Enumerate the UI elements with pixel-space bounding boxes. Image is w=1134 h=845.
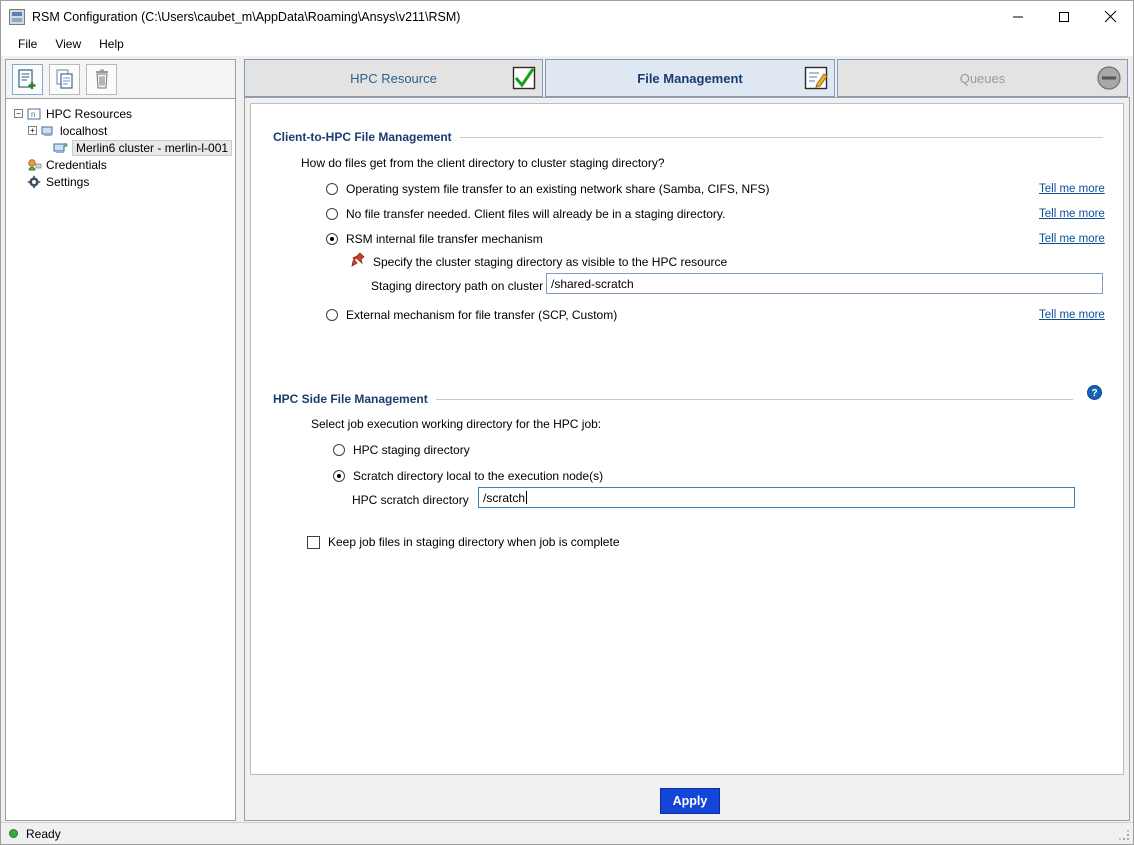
menu-view[interactable]: View	[55, 36, 82, 51]
status-bar	[1, 822, 1133, 844]
maximize-button[interactable]	[1041, 1, 1087, 32]
expander-none-icon	[40, 143, 49, 152]
client-question: How do files get from the client directory to cluster staging directory?	[301, 156, 665, 170]
staging-note	[351, 252, 727, 271]
tab-label: File Management	[637, 70, 743, 86]
client-to-hpc-section-header	[273, 130, 1103, 144]
keep-job-files-checkbox-row[interactable]	[307, 535, 620, 549]
staging-directory-value: /shared-scratch	[551, 276, 634, 291]
tree-node-label: HPC Resources	[46, 106, 133, 121]
rsm-icon	[9, 9, 25, 25]
svg-text:n: n	[31, 109, 36, 119]
help-icon[interactable]	[1087, 385, 1102, 403]
cluster-icon	[53, 141, 68, 155]
menu-help[interactable]: Help	[99, 36, 124, 51]
pushpin-icon	[351, 252, 365, 271]
tree-node-settings[interactable]	[10, 173, 231, 190]
delete-hpc-resource-button[interactable]	[86, 64, 117, 95]
add-hpc-resource-button[interactable]	[12, 64, 43, 95]
tree-node-label: Settings	[46, 174, 90, 189]
green-check-icon	[512, 66, 536, 90]
file-management-content	[250, 103, 1124, 775]
left-panel	[5, 59, 236, 821]
status-text: Ready	[26, 826, 61, 841]
hpc-resources-tree[interactable]	[5, 99, 236, 821]
radio-label: Scratch directory local to the execution node(s)	[353, 469, 604, 483]
tree-node-credentials[interactable]	[10, 156, 231, 173]
radio-os-file-transfer[interactable]	[326, 182, 770, 196]
menu-file[interactable]: File	[18, 36, 38, 51]
configuration-panel	[244, 59, 1130, 821]
radio-external-mechanism[interactable]	[326, 308, 617, 322]
tree-toolbar	[5, 59, 236, 99]
text-caret	[526, 491, 527, 504]
tell-me-more-link-2[interactable]: Tell me more	[1039, 208, 1105, 220]
staging-note-text: Specify the cluster staging directory as visible to the HPC resource	[373, 254, 728, 269]
copy-hpc-resource-button[interactable]	[49, 64, 80, 95]
panel-body	[244, 97, 1130, 821]
section-title: HPC Side File Management	[273, 392, 428, 406]
expander-plus-icon[interactable]: +	[28, 126, 37, 135]
tab-hpc-resource[interactable]	[244, 59, 543, 97]
radio-label: RSM internal file transfer mechanism	[346, 232, 543, 246]
staging-directory-label: Staging directory path on cluster	[371, 279, 544, 293]
radio-indicator[interactable]	[326, 309, 338, 321]
tree-node-label: Credentials	[46, 157, 107, 172]
hpc-scratch-directory-input[interactable]	[478, 487, 1075, 508]
window-title: RSM Configuration (C:\Users\caubet_m\AppData\Roaming\Ansys\v211\RSM)	[32, 9, 461, 24]
minimize-button[interactable]	[995, 1, 1041, 32]
svg-text:?: ?	[1091, 388, 1098, 400]
section-title: Client-to-HPC File Management	[273, 130, 452, 144]
window-controls	[995, 1, 1133, 32]
radio-label: HPC staging directory	[353, 443, 470, 457]
keep-job-files-checkbox[interactable]	[307, 536, 320, 549]
radio-hpc-staging-directory[interactable]	[333, 443, 470, 457]
radio-indicator[interactable]	[326, 183, 338, 195]
credentials-icon	[27, 158, 42, 172]
tab-file-management[interactable]	[545, 59, 835, 97]
radio-indicator[interactable]	[326, 208, 338, 220]
computer-icon	[41, 124, 56, 138]
status-indicator-icon	[9, 829, 18, 838]
tab-queues[interactable]	[837, 59, 1128, 97]
apply-button[interactable]: Apply	[660, 788, 720, 814]
tree-node-hpc-resources[interactable]	[10, 105, 231, 122]
tree-node-merlin6-cluster[interactable]	[10, 139, 231, 156]
radio-label: External mechanism for file transfer (SCP, Custom)	[346, 308, 618, 322]
tell-me-more-link-4[interactable]: Tell me more	[1039, 309, 1105, 321]
gear-icon	[27, 175, 42, 189]
folder-icon	[27, 107, 42, 121]
tree-node-label: localhost	[60, 123, 108, 138]
expander-none-icon	[14, 177, 23, 186]
radio-rsm-internal-transfer[interactable]	[326, 232, 543, 246]
menu-bar	[1, 32, 1133, 56]
tab-label: Queues	[959, 70, 1006, 86]
hpc-side-section-header	[273, 392, 1073, 406]
radio-indicator[interactable]	[333, 444, 345, 456]
grey-minus-icon	[1097, 66, 1121, 90]
expander-minus-icon[interactable]: −	[14, 109, 23, 118]
expander-none-icon	[14, 160, 23, 169]
radio-indicator[interactable]	[326, 233, 338, 245]
tell-me-more-link-3[interactable]: Tell me more	[1039, 233, 1105, 245]
tree-node-label: Merlin6 cluster - merlin-l-001	[72, 140, 232, 156]
title-bar	[1, 1, 1133, 32]
tab-bar	[244, 59, 1130, 97]
keep-job-files-label: Keep job files in staging directory when job is complete	[328, 535, 620, 549]
hpc-question: Select job execution working directory for the HPC job:	[311, 417, 602, 431]
staging-directory-input[interactable]	[546, 273, 1103, 294]
resize-grip[interactable]	[1118, 829, 1130, 841]
tab-label: HPC Resource	[350, 70, 437, 86]
hpc-scratch-directory-label: HPC scratch directory	[352, 493, 469, 507]
divider	[460, 137, 1103, 138]
radio-indicator[interactable]	[333, 470, 345, 482]
hpc-scratch-directory-value: /scratch	[483, 490, 526, 505]
tree-node-localhost[interactable]	[10, 122, 231, 139]
radio-label: Operating system file transfer to an existing network share (Samba, CIFS, NFS)	[346, 182, 770, 196]
edit-pencil-icon	[804, 66, 828, 90]
radio-scratch-directory-local[interactable]	[333, 469, 603, 483]
close-button[interactable]	[1087, 1, 1133, 32]
radio-label: No file transfer needed. Client files will already be in a staging directory.	[346, 207, 726, 221]
radio-no-file-transfer[interactable]	[326, 207, 725, 221]
tell-me-more-link-1[interactable]: Tell me more	[1039, 183, 1105, 195]
divider	[436, 399, 1073, 400]
